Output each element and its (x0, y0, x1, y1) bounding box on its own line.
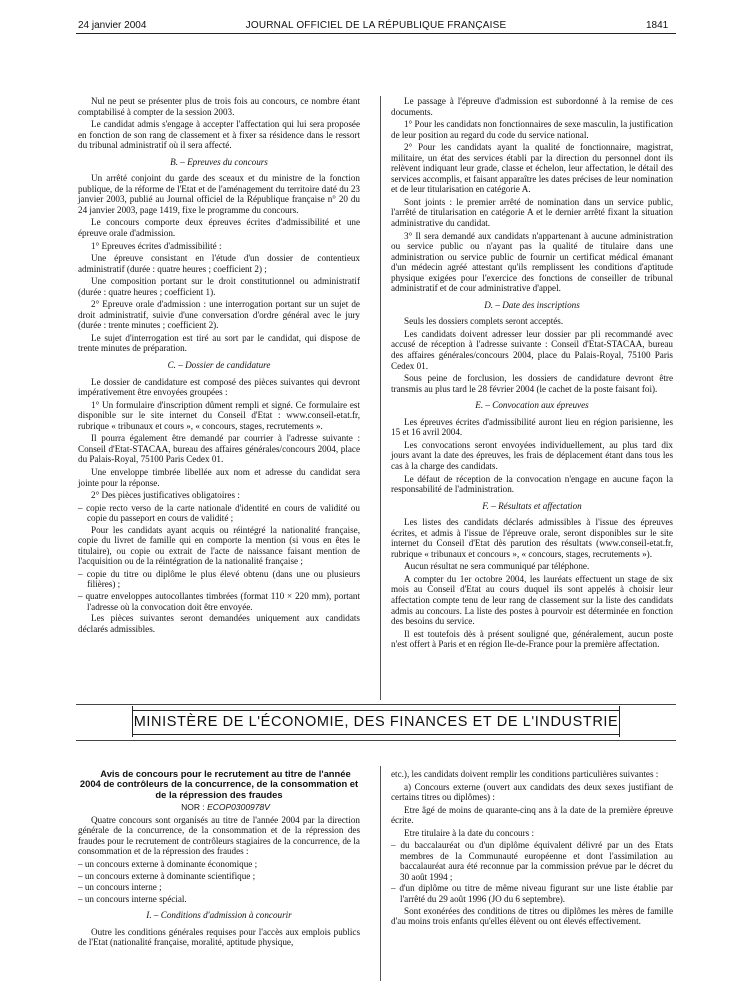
header-journal-title: JOURNAL OFFICIEL DE LA RÉPUBLIQUE FRANÇAISE (245, 20, 507, 31)
ministry-rule-top (76, 704, 676, 705)
section-heading-d: D. – Date des inscriptions (484, 299, 580, 310)
paragraph: Etre âgé de moins de quarante-cinq ans à la date de la première épreuve écrite. (391, 804, 673, 826)
paragraph: Aucun résultat ne sera communiqué par téléphone. (404, 561, 590, 572)
nor-code: ECOP0300978V (207, 802, 270, 813)
paragraph: Les épreuves écrites d'admissibilité auront lieu en région parisienne, les 15 et 16 avril 2004. (391, 416, 673, 438)
paragraph: Le passage à l'épreuve d'admission est subordonné à la remise de ces documents. (391, 96, 673, 117)
paragraph: Il pourra également être demandé par courrier à l'adresse suivante : Conseil d'Etat-STACAA, bureau des affaires générales/concours 2004, place du Palais-Royal, 75100 Paris Cedex 01. (78, 433, 360, 465)
header-page-number: 1841 (646, 20, 669, 31)
paragraph: Pour les candidats ayant acquis ou réintégré la nationalité française, copie du livret de famille qui en comporte la mention (si vous en êtes le titulaire), ou copie ou extrait de l'acte de naissance faisant mention de l'acquisition ou de la réintégration de la nationalité française ; (78, 524, 360, 567)
paragraph: a) Concours externe (ouvert aux candidats des deux sexes justifiant de certains titres ou diplômes) : (391, 781, 673, 803)
paragraph: A compter du 1er octobre 2004, les lauréats effectuent un stage de six mois au Conseil d'Etat au cours duquel ils sont appelés à choisir leur affectation compte tenu de leur rang de classement sur la liste des candidats admis au concours. La liste des postes à pourvoir est déterminée en fonction des besoins du service. (391, 573, 673, 627)
paragraph: Le sujet d'interrogation est tiré au sort par le candidat, qui dispose de trente minutes de préparation. (78, 332, 360, 354)
paragraph: Sous peine de forclusion, les dossiers de candidature devront être transmis au plus tard le 28 février 2004 (le cachet de la poste faisant foi). (391, 373, 673, 394)
list-item: – du baccalauréat ou d'un diplôme équivalent délivré par un des Etats membres de la Communauté européenne et dont l'assimilation au baccalauréat aura été reconnue par la commission prévue par le décret du 30 août 1994 ; (391, 840, 673, 882)
section-heading-c: C. – Dossier de candidature (167, 360, 271, 371)
paragraph: Le défaut de réception de la convocation n'engage en aucune façon la responsabilité de l'administration. (391, 473, 673, 495)
paragraph: 2° Des pièces justificatives obligatoires : (91, 490, 240, 501)
paragraph: etc.), les candidats doivent remplir les conditions particulières suivantes : (391, 769, 659, 779)
section-heading-b: B. – Epreuves du concours (170, 156, 268, 167)
list-item: – un concours interne ; (78, 882, 162, 893)
section-heading-f: F. – Résultats et affectation (482, 500, 582, 511)
paragraph: Seuls les dossiers complets seront acceptés. (404, 316, 564, 327)
header-rule (76, 33, 676, 34)
paragraph: 1° Un formulaire d'inscription dûment rempli et signé. Ce formulaire est disponible sur le site internet du Conseil d'Etat : www.conseil-etat.fr, rubrique « tribunaux et cours », « concours, stages, recrutements ». (78, 399, 360, 431)
list-item: – copie recto verso de la carte nationale d'identité en cours de validité ou copie du passeport en cours de validité ; (78, 502, 360, 524)
paragraph: Le candidat admis s'engage à accepter l'affectation qui lui sera proposée en fonction de son rang de classement et à fixer sa résidence dans le ressort du tribunal administratif où il sera affecté. (78, 119, 360, 151)
paragraph: Une épreuve consistant en l'étude d'un dossier de contentieux administratif (durée : quatre heures ; coefficient 2) ; (78, 253, 360, 274)
column-right-bottom (391, 769, 673, 982)
section-heading-i: I. – Conditions d'admission à concourir (146, 910, 292, 921)
notice-title: Avis de concours pour le recrutement au titre de l'année 2004 de contrôleurs de la concurrence, de la consommation et de la répression des fraudes (79, 769, 359, 800)
ministry-banner (132, 710, 620, 735)
ministry-title: MINISTÈRE DE L'ÉCONOMIE, DES FINANCES ET DE L'INDUSTRIE (133, 714, 619, 730)
paragraph: Un arrêté conjoint du garde des sceaux et du ministre de la fonction publique, de la réforme de l'Etat et de l'aménagement du territoire daté du 23 janvier 2003, publié au Journal officiel de la République française n° 20 du 24 janvier 2003, page 1419, fixe le programme du concours. (78, 173, 360, 215)
column-right-top (391, 96, 673, 652)
paragraph: Le dossier de candidature est composé des pièces suivantes qui devront impérativement être envoyées groupées : (78, 376, 360, 398)
paragraph: Une composition portant sur le droit constitutionnel ou administratif (durée : quatre heures ; coefficient 1). (78, 276, 360, 297)
paragraph: Sont joints : le premier arrêté de nomination dans un service public, l'arrêté de titularisation en catégorie A et le dernier arrêté fixant la situation administrative du candidat. (391, 196, 673, 229)
header-date: 24 janvier 2004 (78, 20, 147, 31)
paragraph: Les convocations seront envoyées individuellement, au plus tard dix jours avant la date des épreuves, les frais de déplacement étant dans tous les cas à la charge des candidats. (391, 439, 673, 471)
paragraph: 1° Pour les candidats non fonctionnaires de sexe masculin, la justification de leur position au regard du code du service national. (391, 119, 673, 140)
list-item: – un concours interne spécial. (78, 893, 187, 904)
list-item: – quatre enveloppes autocollantes timbrées (format 110 × 220 mm), portant l'adresse où la convocation doit être envoyée. (78, 590, 360, 612)
nor-label: NOR : (181, 802, 205, 813)
column-divider-top (380, 96, 381, 700)
page-header (0, 0, 752, 40)
paragraph: 3° Il sera demandé aux candidats n'appartenant à aucune administration ou service public ou n'ayant pas la qualité de titulaire dans une administration ou service public de fournir un certificat médical émanant d'un médecin agréé attestant qu'ils remplissent les conditions d'aptitude physique exigées pour l'exercice des fonctions de conseiller de tribunal administratif et de cour administrative d'appel. (391, 230, 673, 294)
paragraph: Les candidats doivent adresser leur dossier par pli recommandé avec accusé de réception à l'adresse suivante : Conseil d'Etat-STACAA, bureau des affaires générales/concours 2004, place du Palais-Royal, 75100 Paris Cedex 01. (391, 328, 673, 371)
column-left-top (78, 96, 360, 636)
list-item: – d'un diplôme ou titre de même niveau figurant sur une liste établie par l'arrêté du 29 août 1996 (JO du 6 septembre). (391, 883, 673, 905)
paragraph: 2° Epreuve orale d'admission : une interrogation portant sur un sujet de droit administratif, suivie d'une conversation d'ordre général avec le jury (durée : trente minutes ; coefficient 2). (78, 299, 360, 331)
paragraph: Outre les conditions générales requises pour l'accès aux emplois publics de l'Etat (nationalité française, moralité, aptitude physique, (78, 926, 360, 948)
paragraph: Le concours comporte deux épreuves écrites d'admissibilité et une épreuve orale d'admission. (78, 217, 360, 239)
section-heading-e: E. – Convocation aux épreuves (475, 400, 589, 411)
ministry-rule-bottom (76, 740, 676, 741)
list-item: – un concours externe à dominante économique ; (78, 858, 258, 869)
paragraph: Quatre concours sont organisés au titre de l'année 2004 par la direction générale de la concurrence, de la consommation et de la répression des fraudes pour le recrutement de contrôleurs stagiaires de la concurrence, de la consommation et de la répression des fraudes : (78, 814, 360, 857)
column-left-bottom (78, 769, 360, 982)
paragraph: Sont exonérées des conditions de titres ou diplômes les mères de famille d'au moins trois enfants qu'elles élèvent ou ont élevés effectivement. (391, 905, 673, 927)
paragraph: Nul ne peut se présenter plus de trois fois au concours, ce nombre étant comptabilisé à compter de la session 2003. (78, 96, 360, 117)
paragraph: 2° Pour les candidats ayant la qualité de fonctionnaire, magistrat, militaire, un état des services établi par la direction du personnel dont ils relèvent indiquant leur grade, classe et échelon, leur affectation, le détail des services accomplis, et faisant apparaître les dates précises de leur nomination et de leur titularisation en catégorie A. (391, 142, 673, 195)
list-item: – un concours externe à dominante scientifique ; (78, 870, 256, 881)
paragraph: Il est toutefois dès à présent souligné que, généralement, aucun poste n'est offert à Paris et en région Ile-de-France pour la première affectation. (391, 628, 673, 650)
paragraph: 1° Epreuves écrites d'admissibilité : (91, 240, 222, 251)
paragraph: Etre titulaire à la date du concours : (404, 827, 534, 838)
paragraph: Une enveloppe timbrée libellée aux nom et adresse du candidat sera jointe pour la réponse. (78, 466, 360, 488)
paragraph: Les pièces suivantes seront demandées uniquement aux candidats déclarés admissibles. (78, 613, 360, 634)
column-divider-bottom (380, 766, 381, 981)
nor-reference (78, 802, 360, 813)
paragraph: Les listes des candidats déclarés admissibles à l'issue des épreuves écrites, et admis à l'issue de l'épreuve orale, seront disponibles sur le site internet du Conseil d'Etat dès parution des résultats (www.conseil-etat.fr, rubrique « tribunaux et concours », « concours, stages, recrutements »). (391, 517, 673, 559)
list-item: – copie du titre ou diplôme le plus élevé obtenu (dans une ou plusieurs filières) ; (78, 568, 360, 590)
